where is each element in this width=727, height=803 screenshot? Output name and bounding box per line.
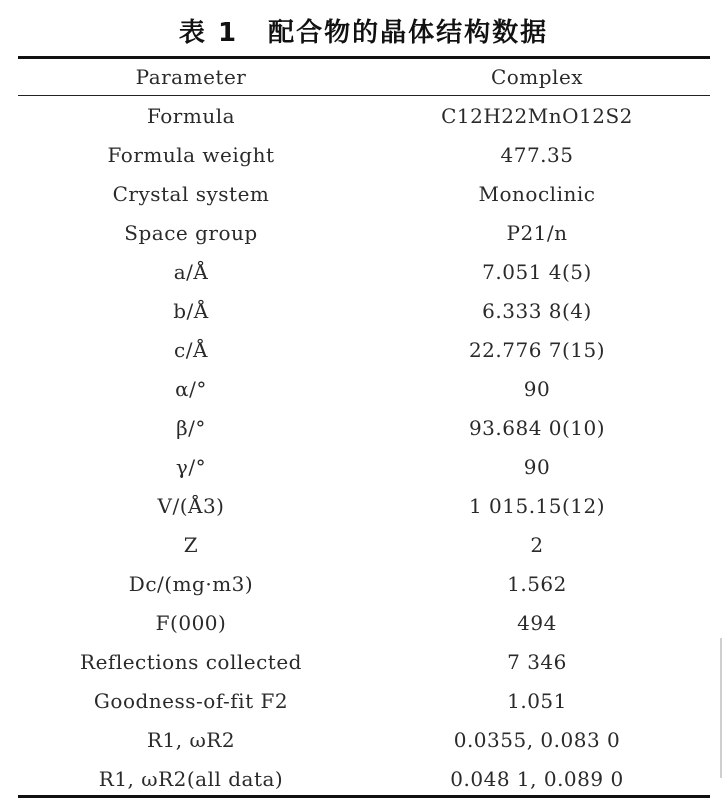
parameter-cell: α/° xyxy=(175,376,207,401)
table-row xyxy=(18,369,710,408)
table-row xyxy=(18,174,710,213)
value-cell: 0.0355, 0.083 0 xyxy=(453,727,621,752)
parameter-cell: Dc/(mg·m3) xyxy=(128,571,254,596)
value-cell: Monoclinic xyxy=(478,181,596,206)
table-row xyxy=(18,486,710,525)
table-row xyxy=(18,720,710,759)
parameter-cell: Formula xyxy=(146,103,236,128)
table-number: 表 1 xyxy=(178,18,239,48)
parameter-cell: b/Å xyxy=(173,298,209,323)
value-cell: 7.051 4(5) xyxy=(482,259,592,284)
value-cell: 1 015.15(12) xyxy=(468,493,606,518)
table-caption: 配合物的晶体结构数据 xyxy=(268,18,549,48)
table-row xyxy=(18,252,710,291)
table-row xyxy=(18,759,710,798)
value-cell: 494 xyxy=(517,610,557,635)
parameter-cell: Space group xyxy=(124,220,258,245)
table-title xyxy=(0,12,727,49)
value-cell: P21/n xyxy=(506,220,568,245)
parameter-cell: Crystal system xyxy=(112,181,270,206)
table-row xyxy=(18,603,710,642)
parameter-cell: F(000) xyxy=(155,610,227,635)
value-cell: 90 xyxy=(523,376,551,401)
parameter-cell: V/(Å3) xyxy=(157,493,225,518)
table-header xyxy=(18,60,710,94)
table-row xyxy=(18,642,710,681)
parameter-cell: c/Å xyxy=(174,337,208,362)
parameter-cell: Z xyxy=(183,532,199,557)
value-cell: 93.684 0(10) xyxy=(468,415,606,440)
table-row xyxy=(18,213,710,252)
header-complex: Complex xyxy=(490,65,584,89)
value-cell: 7 346 xyxy=(507,649,567,674)
table-row xyxy=(18,135,710,174)
value-cell: 6.333 8(4) xyxy=(482,298,592,323)
table-row xyxy=(18,408,710,447)
top-rule xyxy=(18,56,710,59)
parameter-cell: β/° xyxy=(176,415,206,440)
parameter-cell: R1, ωR2 xyxy=(146,727,236,752)
value-cell: C12H22MnO12S2 xyxy=(441,103,633,128)
table-row xyxy=(18,681,710,720)
parameter-cell: γ/° xyxy=(175,454,207,479)
page-edge xyxy=(720,638,722,778)
value-cell: 22.776 7(15) xyxy=(468,337,606,362)
table-row xyxy=(18,291,710,330)
bottom-rule xyxy=(18,795,710,798)
value-cell: 0.048 1, 0.089 0 xyxy=(450,766,624,791)
parameter-cell: R1, ωR2(all data) xyxy=(98,766,284,791)
table-row xyxy=(18,525,710,564)
table-row xyxy=(18,96,710,135)
parameter-cell: Formula weight xyxy=(107,142,275,167)
table-row xyxy=(18,330,710,369)
parameter-cell: Reflections collected xyxy=(80,649,302,674)
parameter-cell: a/Å xyxy=(173,259,209,284)
value-cell: 2 xyxy=(530,532,544,557)
value-cell: 1.562 xyxy=(507,571,567,596)
table-row xyxy=(18,447,710,486)
header-parameter: Parameter xyxy=(135,65,247,89)
parameter-cell: Goodness-of-fit F2 xyxy=(93,688,289,713)
value-cell: 90 xyxy=(523,454,551,479)
table-row xyxy=(18,564,710,603)
value-cell: 477.35 xyxy=(500,142,574,167)
value-cell: 1.051 xyxy=(507,688,567,713)
